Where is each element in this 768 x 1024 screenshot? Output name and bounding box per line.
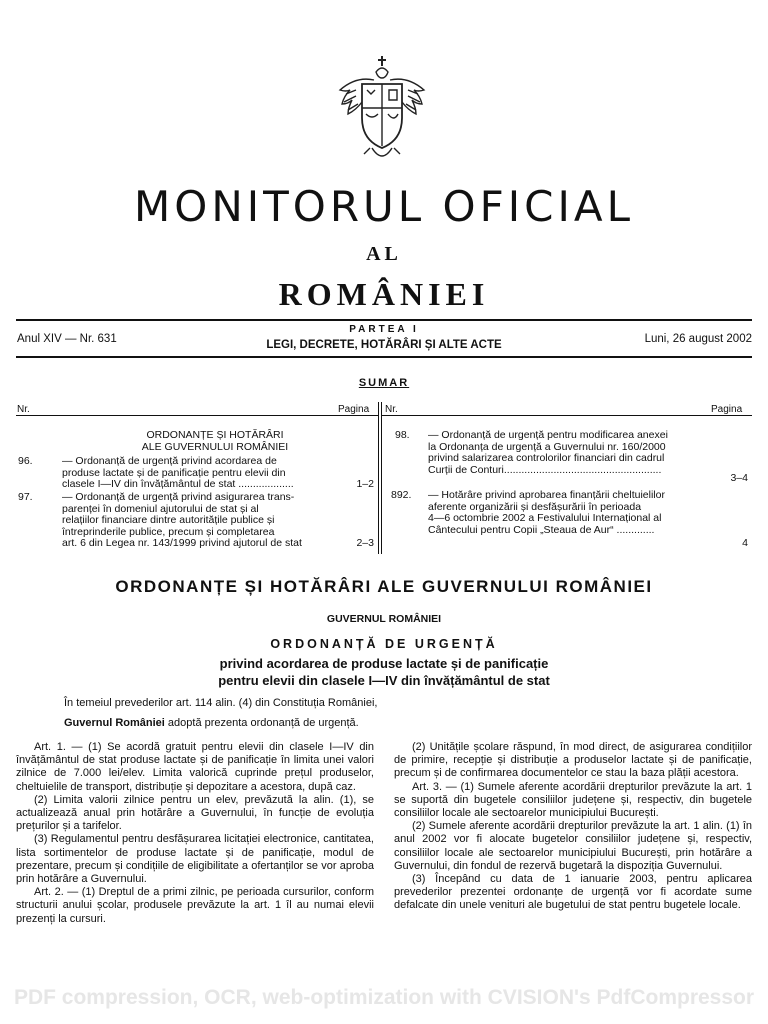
- summary-title: SUMAR: [358, 377, 410, 389]
- newspaper-title-country: ROMÂNIEI: [278, 276, 490, 312]
- summary-entry-number: 892.: [391, 489, 412, 501]
- summary-section-heading: ORDONANȚE ȘI HOTĂRÂRI ALE GUVERNULUI ROMÂNIEI: [141, 429, 289, 453]
- summary-entry-page: 1–2: [356, 478, 374, 490]
- document-title-line-1: privind acordarea de produse lactate și de panificație: [219, 656, 549, 671]
- summary-header-rule-right: [382, 415, 752, 416]
- newspaper-title-al: AL: [366, 243, 402, 265]
- summary-page-header-left: Pagina: [338, 404, 370, 415]
- article-column-left: [16, 741, 374, 926]
- summary-entry-text[interactable]: — Ordonanță de urgență privind asigurarea trans- parenței în domeniul ajutorului de stat și al relațiilor financiare dintre autoritățile publice și întreprinderile publice, precum și completarea art. 6 din Legea nr. 143/1999 privind ajutorul de stat: [62, 491, 302, 549]
- adoption-statement: Guvernul României adoptă prezenta ordonanță de urgență.: [64, 717, 359, 729]
- summary-page-header-right: Pagina: [711, 404, 743, 415]
- summary-entry-page: 2–3: [356, 537, 374, 549]
- legal-basis: În temeiul prevederilor art. 114 alin. (4) din Constituția României,: [64, 697, 378, 709]
- section-label: LEGI, DECRETE, HOTĂRÂRI ȘI ALTE ACTE: [266, 339, 502, 351]
- summary-header-rule-left: [16, 415, 378, 416]
- article-paragraph: Art. 1. — (1) Se acordă gratuit pentru elevii din clasele I—IV din învățământul de stat produse lactate și de panificație în limita unei valori zilnice de 7.000 lei/elev. Limita valorică cuprinde prețul produselor, cheltuielile de transport, distribuție și depozitare a acestora, după caz.: [16, 741, 374, 793]
- summary-entry-text[interactable]: — Ordonanță de urgență privind acordarea de produse lactate și de panificație pentru elevii din clasele I—IV din învățământul de stat ...................: [62, 455, 294, 490]
- newspaper-title: MONITORUL OFICIAL: [134, 182, 634, 231]
- issue-date: Luni, 26 august 2002: [644, 333, 752, 345]
- article-paragraph: (2) Sumele aferente acordării drepturilor prevăzute la art. 1 alin. (1) în anul 2002 vor fi alocate bugetelor consiliilor județene și, respectiv, consiliilor locale ale sectoarelor municipiului București, prin hotărâre a Guvernului, din fondul de rezervă bugetară la dispoziția Guvernului.: [394, 820, 752, 872]
- summary-entry-number: 97.: [18, 491, 33, 503]
- summary-entry-text[interactable]: — Hotărâre privind aprobarea finanțării cheltuielilor aferente organizării și desfășurării în perioada 4—6 octombrie 2002 a Festivalului Internațional al Cântecului pentru Copii „Steaua de Aur“ .............: [428, 489, 665, 536]
- article-paragraph: (3) Regulamentul pentru desfășurarea licitației electronice, cantitatea, lista sortimentelor de produse lactate și de panificație, modul de prezentare, precum și condițiile de eligibilitate a ofertanților se vor aproba prin hotărâre a Guvernului.: [16, 833, 374, 886]
- issue-number: Anul XIV — Nr. 631: [17, 333, 117, 345]
- article-paragraph: (3) Începând cu data de 1 ianuarie 2003, pentru aplicarea prevederilor prezentei ordonanțe de urgență vor fi acordate sume defalcate din unele venituri ale bugetului de stat pentru bugetele locale.: [394, 873, 752, 912]
- summary-entry-number: 98.: [395, 429, 410, 441]
- article-paragraph: (2) Limita valorii zilnice pentru un elev, prevăzută la alin. (1), se actualizează anual prin hotărâre a Guvernului, în funcție de evoluția prețurilor și a tarifelor.: [16, 793, 374, 833]
- document-type: ORDONANȚĂ DE URGENȚĂ: [270, 637, 498, 651]
- article-column-right: [394, 741, 752, 913]
- summary-entry-page: 3–4: [730, 472, 748, 484]
- article-paragraph: Art. 3. — (1) Sumele aferente acordării drepturilor prevăzute la art. 1 se suportă din bugetele consiliilor județene și, respectiv, din bugetele consiliilor locale ale sectoarelor municipiului București.: [394, 780, 752, 820]
- article-paragraph: Art. 2. — (1) Dreptul de a primi zilnic, pe perioada cursurilor, conform structurii anului școlar, produsele prevăzute la art. 1 îl au numai elevii prezenți la cursuri.: [16, 886, 374, 925]
- article-paragraph: (2) Unitățile școlare răspund, în mod direct, de asigurarea condițiilor de primire, recepție și distribuție a produselor lactate și de panificație, precum și de confirmarea documentelor ce stau la baza plății acestora.: [394, 741, 752, 780]
- summary-nr-header-left: Nr.: [17, 404, 30, 415]
- section-heading: ORDONANȚE ȘI HOTĂRÂRI ALE GUVERNULUI ROMÂNIEI: [115, 577, 653, 596]
- watermark-text: PDF compression, OCR, web-optimization with CVISION's PdfCompressor: [13, 986, 755, 1009]
- header-rule-top: [16, 319, 752, 321]
- part-label: PARTEA I: [349, 324, 419, 335]
- summary-column-divider: [381, 402, 382, 554]
- coat-of-arms-icon: [334, 50, 430, 170]
- summary-column-divider: [378, 402, 379, 554]
- header-rule-bottom: [16, 356, 752, 358]
- summary-entry-number: 96.: [18, 455, 33, 467]
- summary-entry-text[interactable]: — Ordonanță de urgență pentru modificarea anexei la Ordonanța de urgență a Guvernului nr. 160/2000 privind salarizarea controlorilor financiari din cadrul Curții de Conturi......................................................: [428, 429, 668, 476]
- summary-entry-page: 4: [742, 537, 748, 549]
- document-title-line-2: pentru elevii din clasele I—IV din învățământul de stat: [218, 673, 550, 688]
- summary-nr-header-right: Nr.: [385, 404, 398, 415]
- issuer-label: GUVERNUL ROMÂNIEI: [326, 613, 442, 625]
